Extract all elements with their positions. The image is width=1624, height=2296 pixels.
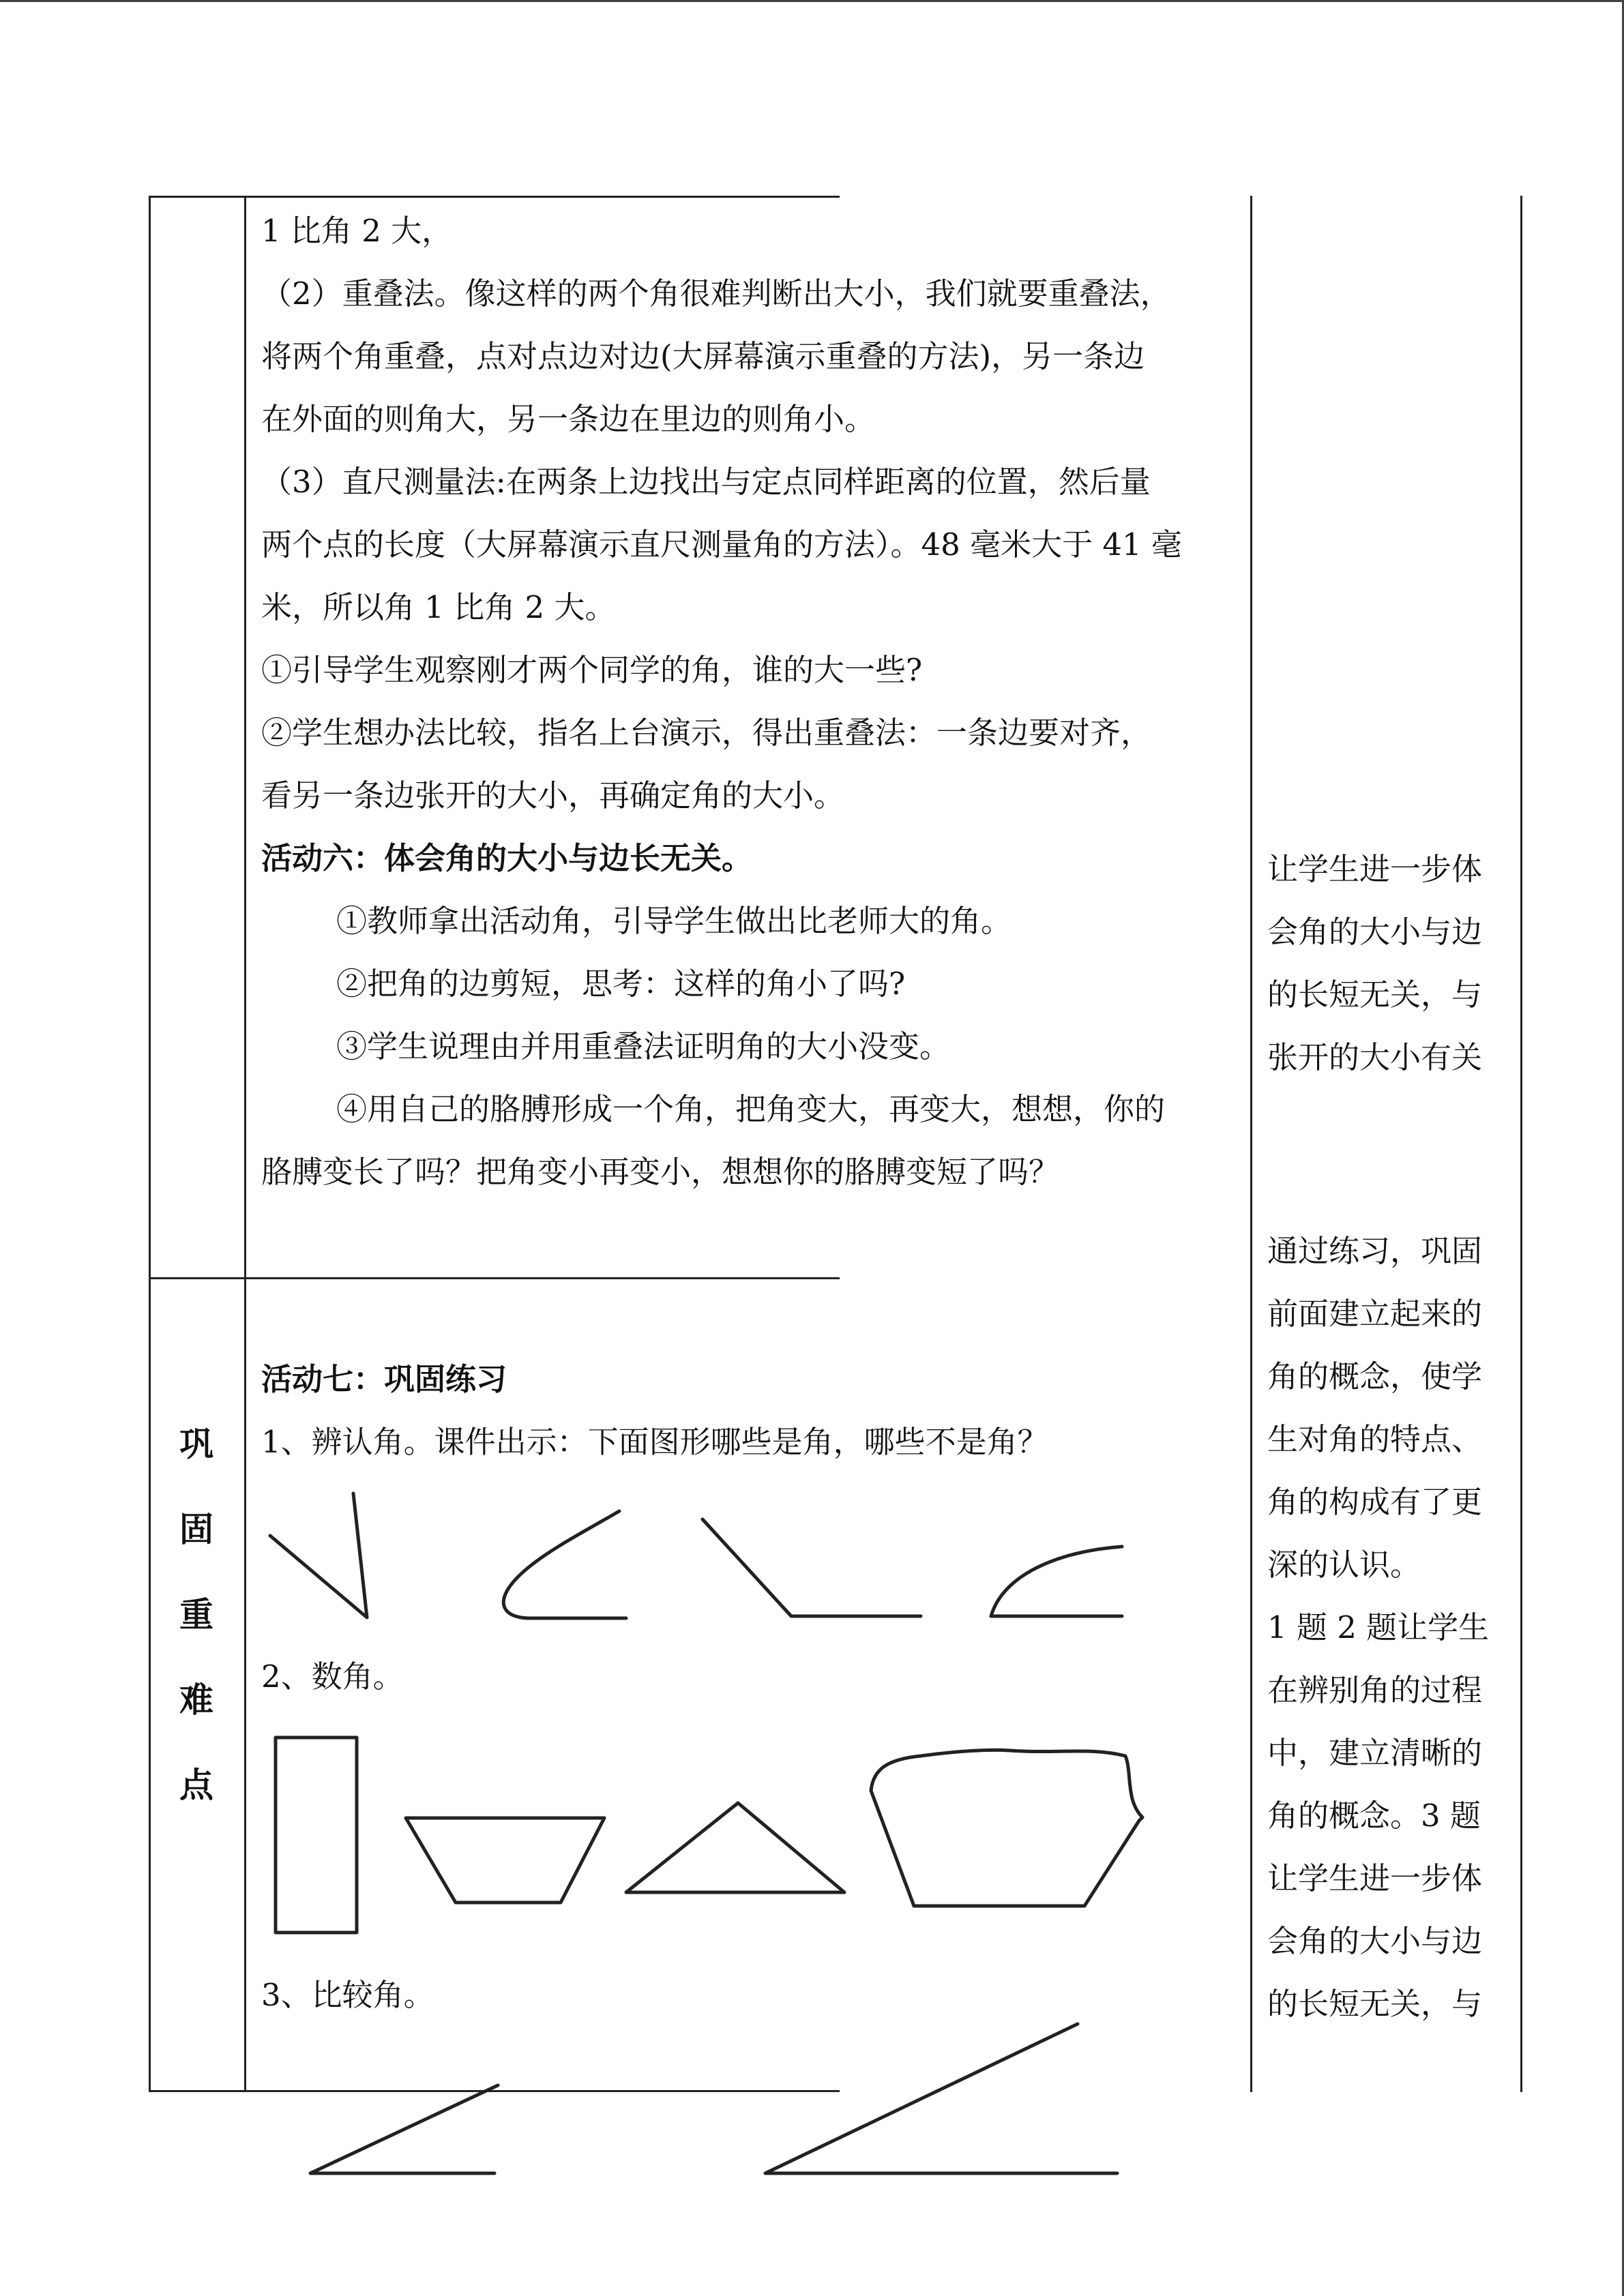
note-line: 会角的大小与边 [1267,1923,1483,1959]
note-line: 通过练习，巩固 [1267,1233,1483,1269]
note-line: 深的认识。 [1267,1547,1421,1583]
text-line: 两个点的长度（大屏幕演示直尺测量角的方法）。48 毫米大于 41 毫 [261,526,1182,563]
activity6-step: ④用自己的胳膊形成一个角，把角变大，再变大，想想，你的 [336,1091,1166,1127]
question-1: 1、辨认角。课件出示：下面图形哪些是角，哪些不是角？ [261,1424,1048,1460]
section-label-char: 点 [179,1765,213,1805]
text-line: （2）重叠法。像这样的两个角很难判断出大小，我们就要重叠法， [261,275,1171,312]
section-label-char: 重 [179,1594,213,1635]
note-line: 1 题 2 题让学生 [1267,1609,1490,1645]
section-label-char: 巩 [179,1424,213,1464]
text-line: 在外面的则角大，另一条边在里边的则角小。 [261,401,876,437]
note-line: 的长短无关，与 [1267,976,1483,1013]
section-label-char: 固 [179,1509,213,1549]
activity6-heading: 活动六：体会角的大小与边长无关。 [261,840,753,876]
text-line: （3）直尺测量法:在两条上边找出与定点同样距离的位置，然后量 [261,464,1151,500]
note-line: 在辨别角的过程 [1267,1672,1483,1708]
text-line: ①引导学生观察刚才两个同学的角，谁的大一些? [261,652,923,688]
question-2: 2、数角。 [261,1658,404,1695]
note-line: 的长短无关，与 [1267,1986,1483,2022]
note-line: 会角的大小与边 [1267,914,1483,950]
activity6-step: ②把角的边剪短，思考：这样的角小了吗? [336,966,906,1002]
note-line: 让学生进一步体 [1267,1860,1483,1896]
section-label-char: 难 [179,1680,213,1720]
note-line: 生对角的特点、 [1267,1421,1483,1457]
text-line: ②学生想办法比较，指名上台演示，得出重叠法：一条边要对齐， [261,715,1152,751]
note-line: 角的概念。3 题 [1267,1798,1481,1834]
activity6-step: ③学生说理由并用重叠法证明角的大小没变。 [336,1028,951,1064]
note-line: 中，建立清晰的 [1267,1735,1483,1771]
question-3: 3、比较角。 [261,1977,434,2013]
text-line: 将两个角重叠，点对点边对边(大屏幕演示重叠的方法)，另一条边 [261,338,1145,374]
activity6-step: ①教师拿出活动角，引导学生做出比老师大的角。 [336,903,1012,939]
note-line: 角的概念，使学 [1267,1358,1483,1395]
note-line: 角的构成有了更 [1267,1484,1483,1520]
note-line: 张开的大小有关 [1267,1039,1483,1075]
note-line: 让学生进一步体 [1267,851,1483,887]
text-line: 1 比角 2 大， [261,213,453,249]
text-line: 看另一条边张开的大小，再确定角的大小。 [261,777,845,814]
note-line: 前面建立起来的 [1267,1296,1483,1332]
figure-small-angle [310,2085,498,2173]
activity7-heading: 活动七：巩固练习 [261,1361,507,1397]
activity6-step-continuation: 胳膊变长了吗？把角变小再变小，想想你的胳膊变短了吗？ [261,1154,1060,1190]
figure-large-angle [765,2024,1117,2173]
text-line: 米，所以角 1 比角 2 大。 [261,589,616,625]
